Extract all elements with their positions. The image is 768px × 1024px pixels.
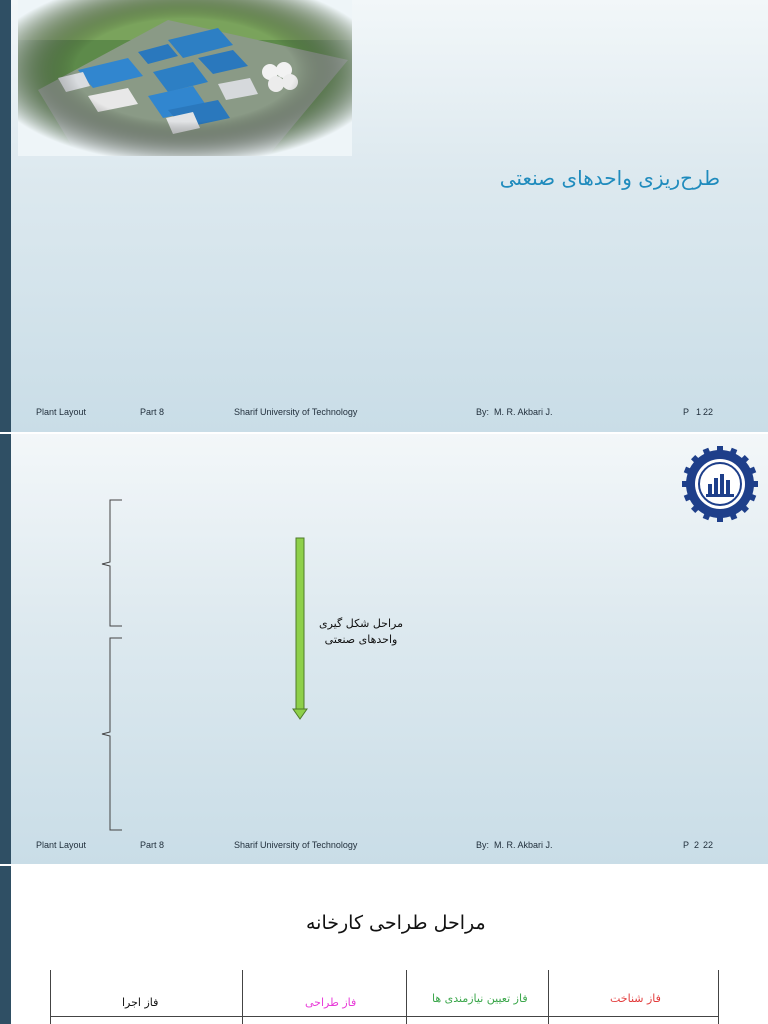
left-brace-lines [96, 496, 130, 832]
sharif-university-logo [682, 446, 758, 522]
footer-page-label: P [683, 407, 690, 417]
footer-page-total: 22 [703, 840, 714, 850]
slide-side-bar [0, 866, 11, 1024]
slide-1 [0, 0, 768, 432]
footer-page-total: 22 [703, 407, 714, 417]
industrial-park-aerial-image [18, 0, 352, 156]
footer-page-number: 2 [694, 840, 700, 850]
table-header-recognition: فاز شناخت [610, 992, 661, 1005]
arrow-label: مراحل شکل گیری واحدهای صنعتی [319, 617, 403, 646]
footer-university: Sharif University of Technology [234, 407, 358, 417]
footer-part: Part 8 [140, 407, 165, 417]
footer-author: M. R. Akbari J. [494, 840, 553, 850]
slide-3-title: مراحل طراحی کارخانه [306, 912, 486, 934]
slide-side-bar [0, 434, 11, 864]
slide-side-bar [0, 0, 11, 432]
footer-course: Plant Layout [36, 840, 87, 850]
footer-university: Sharif University of Technology [234, 840, 358, 850]
footer-part: Part 8 [140, 840, 165, 850]
down-arrow [292, 537, 308, 721]
footer-page-number: 1 [696, 407, 702, 417]
slide-1-title: طرح‌ریزی واحدهای صنعتی [499, 166, 720, 190]
footer-by-label: By: [476, 840, 490, 850]
table-divider [50, 1016, 719, 1017]
footer-by-label: By: [476, 407, 490, 417]
table-header-design: فاز طراحی [305, 996, 357, 1009]
slide-2 [0, 434, 768, 864]
footer-author: M. R. Akbari J. [494, 407, 553, 417]
footer-course: Plant Layout [36, 407, 87, 417]
table-header-requirements: فاز تعیین نیازمندی ها [432, 992, 528, 1005]
footer-page-label: P [683, 840, 690, 850]
table-header-execution: فاز اجرا [122, 996, 159, 1009]
